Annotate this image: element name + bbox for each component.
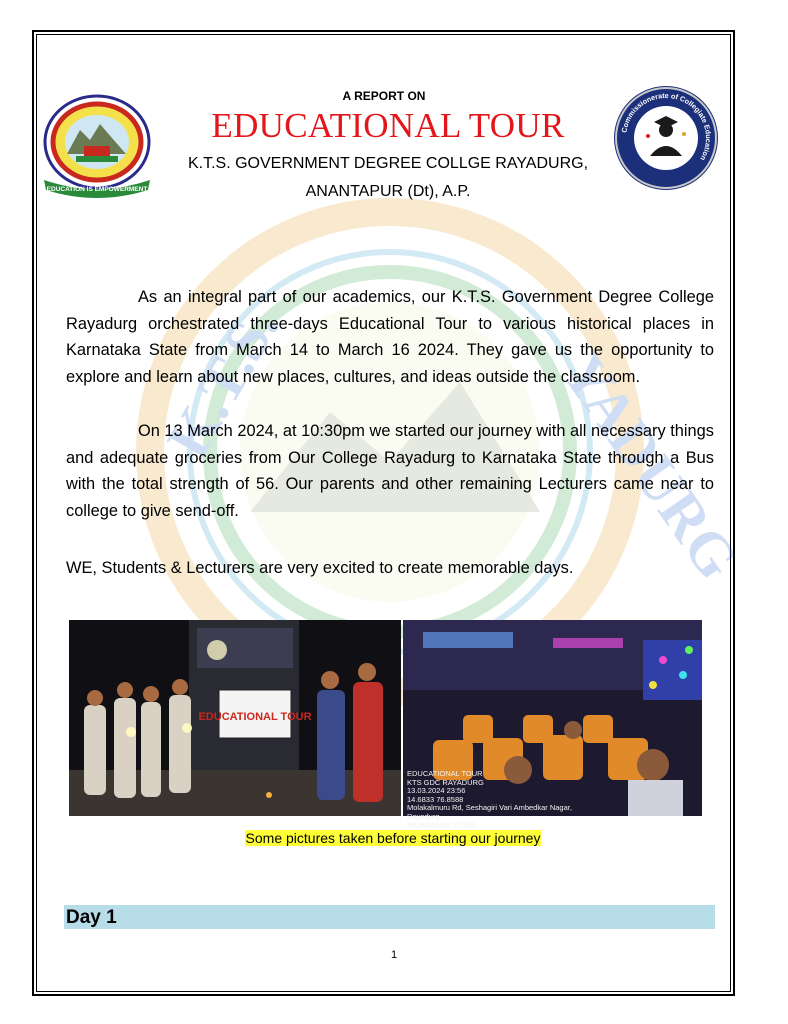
photo-inside-bus — [403, 620, 702, 829]
section-heading-bar — [64, 905, 715, 929]
emblem-banner-text: EDUCATION IS EMPOWERMENT — [46, 186, 148, 193]
overlay-line: 14.6833 76.8588 — [407, 794, 464, 804]
college-name-line: K.T.S. GOVERNMENT DEGREE COLLGE RAYADURG, — [187, 155, 589, 172]
seal-ring-text: Commissionerate of Collegiate Education — [619, 90, 714, 163]
page-number: 1 — [390, 949, 398, 961]
college-location-line: ANANTAPUR (Dt), A.P. — [305, 183, 471, 200]
body-paragraph-3: WE, Students & Lecturers are very excited to create memorable days. — [66, 559, 574, 577]
overlay-line: Molakalmuru Rd, Seshagiri Vari Ambedkar Nagar, Rayadurg, — [407, 803, 572, 821]
overlay-line: KTS GDC RAYADURG — [407, 777, 484, 787]
body-paragraph-1: As an integral part of our academics, our K.T.S. Government Degree College Rayadurg orchestrated three-days Educational Tour to various historical places in Karnataka State from March 14 to March 16 2024. They gave us the opportunity to explore and learn about new places, cultures, and ideas outside the classroom. — [66, 288, 714, 386]
report-kicker: A REPORT ON — [342, 89, 426, 103]
section-heading: Day 1 — [66, 907, 117, 928]
overlay-line: EDUCATIONAL TOUR — [407, 769, 483, 778]
photo-caption — [0, 830, 786, 846]
svg-text:YADURG: YADURG — [549, 341, 752, 591]
photo-send-off-group — [69, 620, 401, 816]
tour-banner-text: EDUCATIONAL TOUR — [198, 711, 312, 723]
overlay-line: 13.03.2024 23:56 — [407, 786, 466, 795]
body-paragraph-2: On 13 March 2024, at 10:30pm we started our journey with all necessary things and adequate groceries from Our College Rayadurg to Karnataka State through a Bus with the total strength of 56. Our parents and other remaining Lecturers came near to college to give send-off. — [66, 422, 714, 520]
overlay-line: Rayadurgam 515865 — [407, 820, 478, 829]
svg-text:K.T.S.: K.T.S. — [154, 296, 292, 469]
photo-geotag-overlay — [407, 770, 597, 830]
caption-highlight: Some pictures taken before starting our journey — [245, 830, 541, 846]
report-title: EDUCATIONAL TOUR — [211, 106, 565, 145]
